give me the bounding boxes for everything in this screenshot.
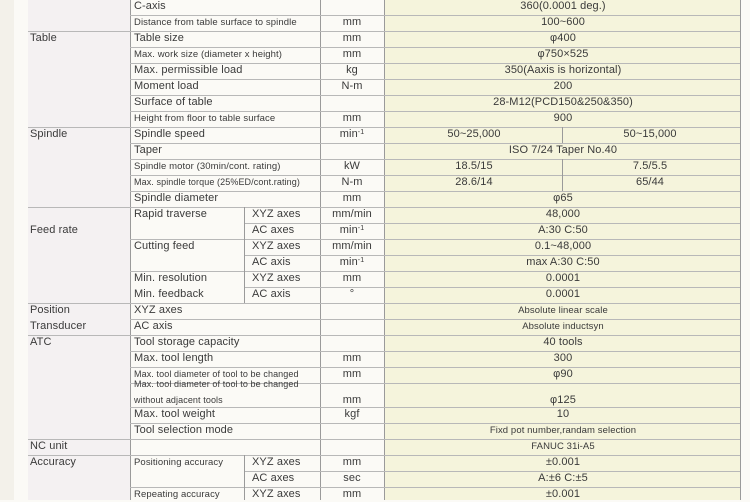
- spec-item-label: C-axis: [134, 0, 166, 12]
- category-label: Spindle: [30, 128, 68, 140]
- spec-value: 0.1~48,000: [534, 240, 592, 252]
- spec-item-label: Max. spindle torque (25%ED/cont.rating): [134, 177, 300, 187]
- spec-item-label: Positioning accuracy: [134, 457, 224, 468]
- spec-item-label: Surface of table: [134, 96, 213, 108]
- spec-value: FANUC 31i-A5: [531, 441, 595, 452]
- spec-item-label: Min. resolution: [134, 272, 208, 284]
- category-label: NC unit: [30, 440, 68, 452]
- spec-unit: sec: [343, 472, 361, 484]
- spec-item-label: Height from floor to table surface: [134, 113, 276, 124]
- page-edge: [0, 0, 14, 500]
- spec-value-a: 18.5/15: [455, 160, 493, 172]
- spec-axis-label: XYZ axes: [252, 488, 301, 500]
- category-label: Feed rate: [30, 224, 78, 236]
- spec-item-label: XYZ axes: [134, 304, 183, 316]
- spec-axis-label: XYZ axes: [252, 240, 301, 252]
- spec-axis-label: AC axes: [252, 472, 295, 484]
- spec-axis-label: AC axes: [252, 224, 295, 236]
- spec-item-label: Taper: [134, 144, 163, 156]
- spec-value-b: 50~15,000: [623, 128, 677, 140]
- spec-value: 200: [553, 80, 573, 92]
- spec-unit: mm/min: [332, 208, 372, 220]
- spec-item-label: Repeating accuracy: [134, 489, 220, 500]
- spec-value: 100~600: [541, 16, 585, 28]
- spec-unit: kg: [346, 64, 358, 76]
- spec-value-b: 65/44: [635, 176, 665, 188]
- spec-value: Fixd pot number,randam selection: [489, 425, 637, 436]
- spec-value-a: 50~25,000: [447, 128, 501, 140]
- rule: [740, 0, 741, 500]
- spec-value: 300: [553, 352, 573, 364]
- spec-unit: N-m: [341, 80, 363, 92]
- spec-item-label: Spindle speed: [134, 128, 206, 140]
- spec-unit: mm: [342, 48, 362, 60]
- spec-value: Absolute linear scale: [518, 305, 608, 316]
- spec-value: ±0.001: [545, 456, 581, 468]
- spec-item-label: Rapid traverse: [134, 208, 207, 220]
- spec-value: φ90: [553, 368, 573, 380]
- spec-unit: °: [349, 288, 355, 300]
- spec-item-label: Max. tool weight: [134, 408, 216, 420]
- spec-item-label: Tool selection mode: [134, 424, 234, 436]
- spec-value: ±0.001: [545, 488, 581, 500]
- spec-item-label: Tool storage capacity: [134, 336, 240, 348]
- spec-item-label: Moment load: [134, 80, 199, 92]
- category-label: ATC: [30, 336, 52, 348]
- spec-value: φ125: [550, 394, 576, 406]
- spec-unit: mm: [342, 192, 362, 204]
- spec-axis-label: AC axis: [252, 256, 291, 268]
- spec-item-label: Max. tool diameter of tool to be changed: [134, 369, 299, 379]
- spec-unit: mm: [342, 456, 362, 468]
- spec-value: 40 tools: [543, 336, 583, 348]
- spec-value: 10: [556, 408, 570, 420]
- spec-axis-label: AC axis: [252, 288, 291, 300]
- spec-item-label: AC axis: [134, 320, 173, 332]
- spec-value: 900: [553, 112, 573, 124]
- spec-unit: mm: [342, 272, 362, 284]
- spec-unit: mm: [342, 16, 362, 28]
- spec-table: [28, 0, 740, 500]
- spec-item-label: Max. tool diameter of tool to be changed: [134, 379, 299, 389]
- category-label: Transducer: [30, 320, 87, 332]
- spec-value: 360(0.0001 deg.): [520, 0, 606, 12]
- spec-item-label: Cutting feed: [134, 240, 195, 252]
- spec-item-label: Max. tool length: [134, 352, 214, 364]
- spec-item-label-line2: without adjacent tools: [134, 395, 223, 405]
- spec-unit: mm: [342, 368, 362, 380]
- spec-item-label: Distance from table surface to spindle: [134, 17, 297, 28]
- spec-unit: mm: [342, 394, 362, 406]
- spec-value: φ750×525: [537, 48, 589, 60]
- spec-unit: mm: [342, 488, 362, 500]
- spec-unit: mm: [342, 352, 362, 364]
- spec-value-a: 28.6/14: [455, 176, 493, 188]
- spec-unit: $\min^{-1}$: [339, 256, 365, 268]
- spec-value: 28-M12(PCD150&250&350): [493, 96, 633, 108]
- spec-item-label: Min. feedback: [134, 288, 204, 300]
- spec-item-label: Table size: [134, 32, 184, 44]
- spec-axis-label: XYZ axes: [252, 208, 301, 220]
- spec-value: Absolute inductsyn: [522, 321, 604, 332]
- category-label: Position: [30, 304, 70, 316]
- rule: [130, 0, 131, 500]
- spec-unit: $\min^{-1}$: [339, 224, 365, 236]
- spec-item-label: Spindle motor (30min/cont. rating): [134, 161, 281, 172]
- spec-unit: mm/min: [332, 240, 372, 252]
- spec-axis-label: XYZ axes: [252, 272, 301, 284]
- spec-value-b: 7.5/5.5: [632, 160, 668, 172]
- spec-unit: $\min^{-1}$: [339, 128, 365, 140]
- category-label: Accuracy: [30, 456, 77, 468]
- spec-unit: kgf: [344, 408, 360, 420]
- spec-value: 0.0001: [545, 272, 581, 284]
- spec-item-label: Spindle diameter: [134, 192, 219, 204]
- rule: [320, 0, 321, 500]
- spec-value: 48,000: [545, 208, 581, 220]
- spec-unit: mm: [342, 112, 362, 124]
- spec-value: φ400: [550, 32, 576, 44]
- spec-value: φ65: [553, 192, 573, 204]
- spec-item-label: Max. work size (diameter x height): [134, 49, 283, 60]
- spec-value: max A:30 C:50: [526, 256, 600, 268]
- spec-value: 350(Aaxis is horizontal): [504, 64, 622, 76]
- spec-unit: N-m: [341, 176, 363, 188]
- spec-value: A:±6 C:±5: [538, 472, 588, 484]
- spec-value: A:30 C:50: [538, 224, 588, 236]
- spec-unit: mm: [342, 32, 362, 44]
- spec-value: ISO 7/24 Taper No.40: [508, 144, 618, 156]
- category-column: [28, 0, 130, 500]
- rule: [244, 455, 245, 500]
- spec-item-label: Max. permissible load: [134, 64, 243, 76]
- spec-axis-label: XYZ axes: [252, 456, 301, 468]
- rule: [384, 0, 385, 500]
- spec-value: 0.0001: [545, 288, 581, 300]
- rule: [244, 207, 245, 303]
- spec-unit: kW: [343, 160, 361, 172]
- category-label: Table: [30, 32, 57, 44]
